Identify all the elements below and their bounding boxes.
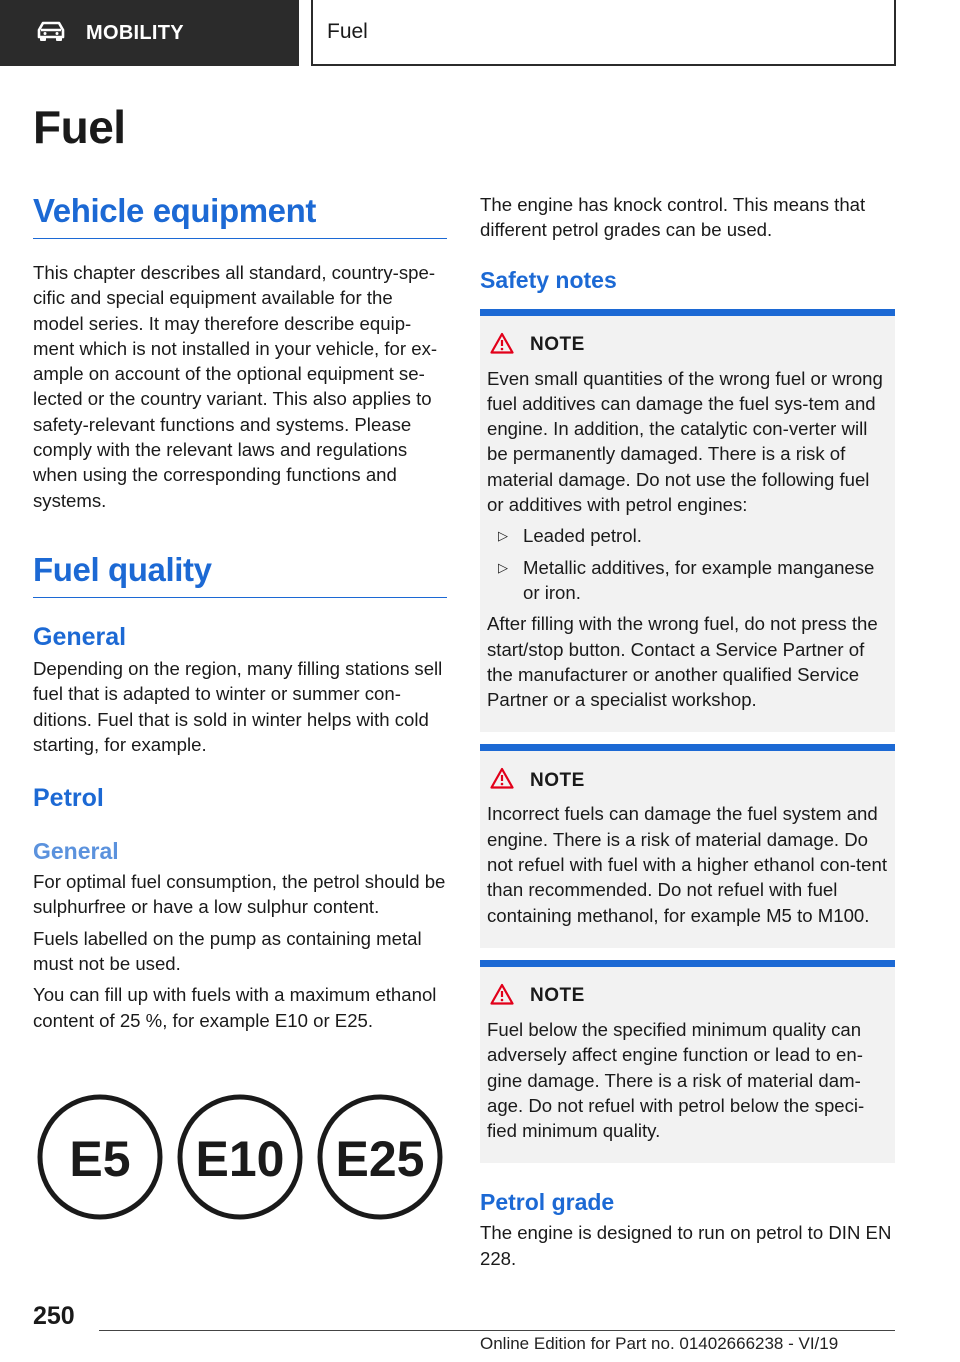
warning-triangle-icon	[490, 767, 514, 794]
triangle-right-icon: ▷	[498, 528, 508, 544]
fuel-quality-general-text: Depending on the region, many filling stations sell fuel that is adapted to winter or summer con-ditions. Fuel that is sold in winter helps with cold starting, for example.	[33, 657, 443, 755]
badge-e25	[320, 1097, 440, 1217]
badge-e10	[180, 1097, 300, 1217]
left-column	[33, 192, 447, 1033]
heading-petrol: Petrol	[33, 784, 104, 813]
footer-edition-text: Online Edition for Part no. 01402666238 - VI/19	[480, 1334, 839, 1353]
warning-triangle-icon	[490, 983, 514, 1010]
note-header	[487, 332, 889, 359]
note-box-incorrect-fuels	[480, 744, 895, 947]
fuel-grade-badges	[36, 1093, 444, 1221]
note-bullet-list	[487, 523, 889, 605]
note-box-minimum-quality	[480, 960, 895, 1163]
petrol-paragraph-3: You can fill up with fuels with a maximum ethanol content of 25 %, for example E10 or E25.	[33, 984, 437, 1031]
list-item-text: Metallic additives, for example manganese or iron.	[523, 556, 875, 603]
heading-fuel-quality-general: General	[33, 622, 127, 651]
heading-petrol-grade: Petrol grade	[480, 1189, 615, 1216]
page-title: Fuel	[33, 101, 126, 153]
badge-e10-label: E10	[195, 1131, 285, 1187]
note-text: Even small quantities of the wrong fuel or wrong fuel additives can damage the fuel sys-tem and engine. In addition, the catalytic con-verter will be permanently damaged. There is a risk of material damage. Do not use the following fuel or additives with petrol engines:	[487, 367, 883, 516]
note-text: Incorrect fuels can damage the fuel system and engine. There is a risk of material damage. Do not refuel with fuel with a higher ethanol con-tent than recommended. Do not refuel with fuel containing methanol, for example M5 to M100.	[487, 803, 888, 926]
heading-fuel-quality: Fuel quality	[33, 551, 447, 598]
triangle-right-icon: ▷	[498, 559, 508, 575]
right-column	[480, 192, 895, 1271]
petrol-grade-text: The engine is designed to run on petrol to DIN EN 228.	[480, 1222, 892, 1269]
list-item	[487, 555, 889, 606]
badge-e5	[40, 1097, 160, 1217]
badge-e5-label: E5	[69, 1131, 131, 1187]
section-tab-mobility[interactable]	[0, 0, 299, 66]
note-header	[487, 767, 889, 794]
heading-petrol-general: General	[33, 838, 119, 865]
note-label: NOTE	[530, 985, 585, 1007]
warning-triangle-icon	[490, 332, 514, 359]
knock-control-text: The engine has knock control. This means that different petrol grades can be used.	[480, 194, 866, 241]
note-text: Fuel below the specified minimum quality can adversely affect engine function or lead to en-gine damage. There is a risk of material dam-age. Do not refuel with petrol below the speci-fied minimum quality.	[487, 1018, 865, 1142]
chapter-label: Fuel	[327, 20, 368, 43]
footer-divider	[99, 1330, 895, 1331]
page-number: 250	[33, 1302, 75, 1330]
list-item	[487, 523, 889, 548]
petrol-paragraph-2: Fuels labelled on the pump as containing metal must not be used.	[33, 927, 422, 975]
chapter-tab-fuel[interactable]	[311, 0, 896, 66]
vehicle-equipment-text: This chapter describes all standard, country-spe-cific and special equipment available for the model series. It may therefore describe equip-ment which is not installed in your vehicle, for ex-ample on account of the optional equipment se-lected or the country variant. This also applies to safety-relevant functions and systems. Please comply with the relevant laws and regulations when using the corresponding functions and systems.	[33, 262, 438, 511]
petrol-paragraph-1: For optimal fuel consumption, the petrol should be sulphurfree or have a low sulphur content.	[33, 871, 446, 918]
list-item-text: Leaded petrol.	[523, 525, 642, 547]
badge-e25-label: E25	[335, 1131, 425, 1187]
heading-safety-notes: Safety notes	[480, 266, 617, 293]
note-box-wrong-fuel	[480, 309, 895, 733]
note-after-text: After filling with the wrong fuel, do not press the start/stop button. Contact a Service Partner of the manufacturer or another qualified Service Partner or a specialist workshop.	[487, 613, 878, 711]
car-icon	[36, 20, 66, 47]
note-label: NOTE	[530, 769, 585, 791]
heading-vehicle-equipment: Vehicle equipment	[33, 192, 447, 239]
note-label: NOTE	[530, 334, 585, 356]
note-header	[487, 983, 889, 1010]
section-label: MOBILITY	[86, 21, 184, 44]
